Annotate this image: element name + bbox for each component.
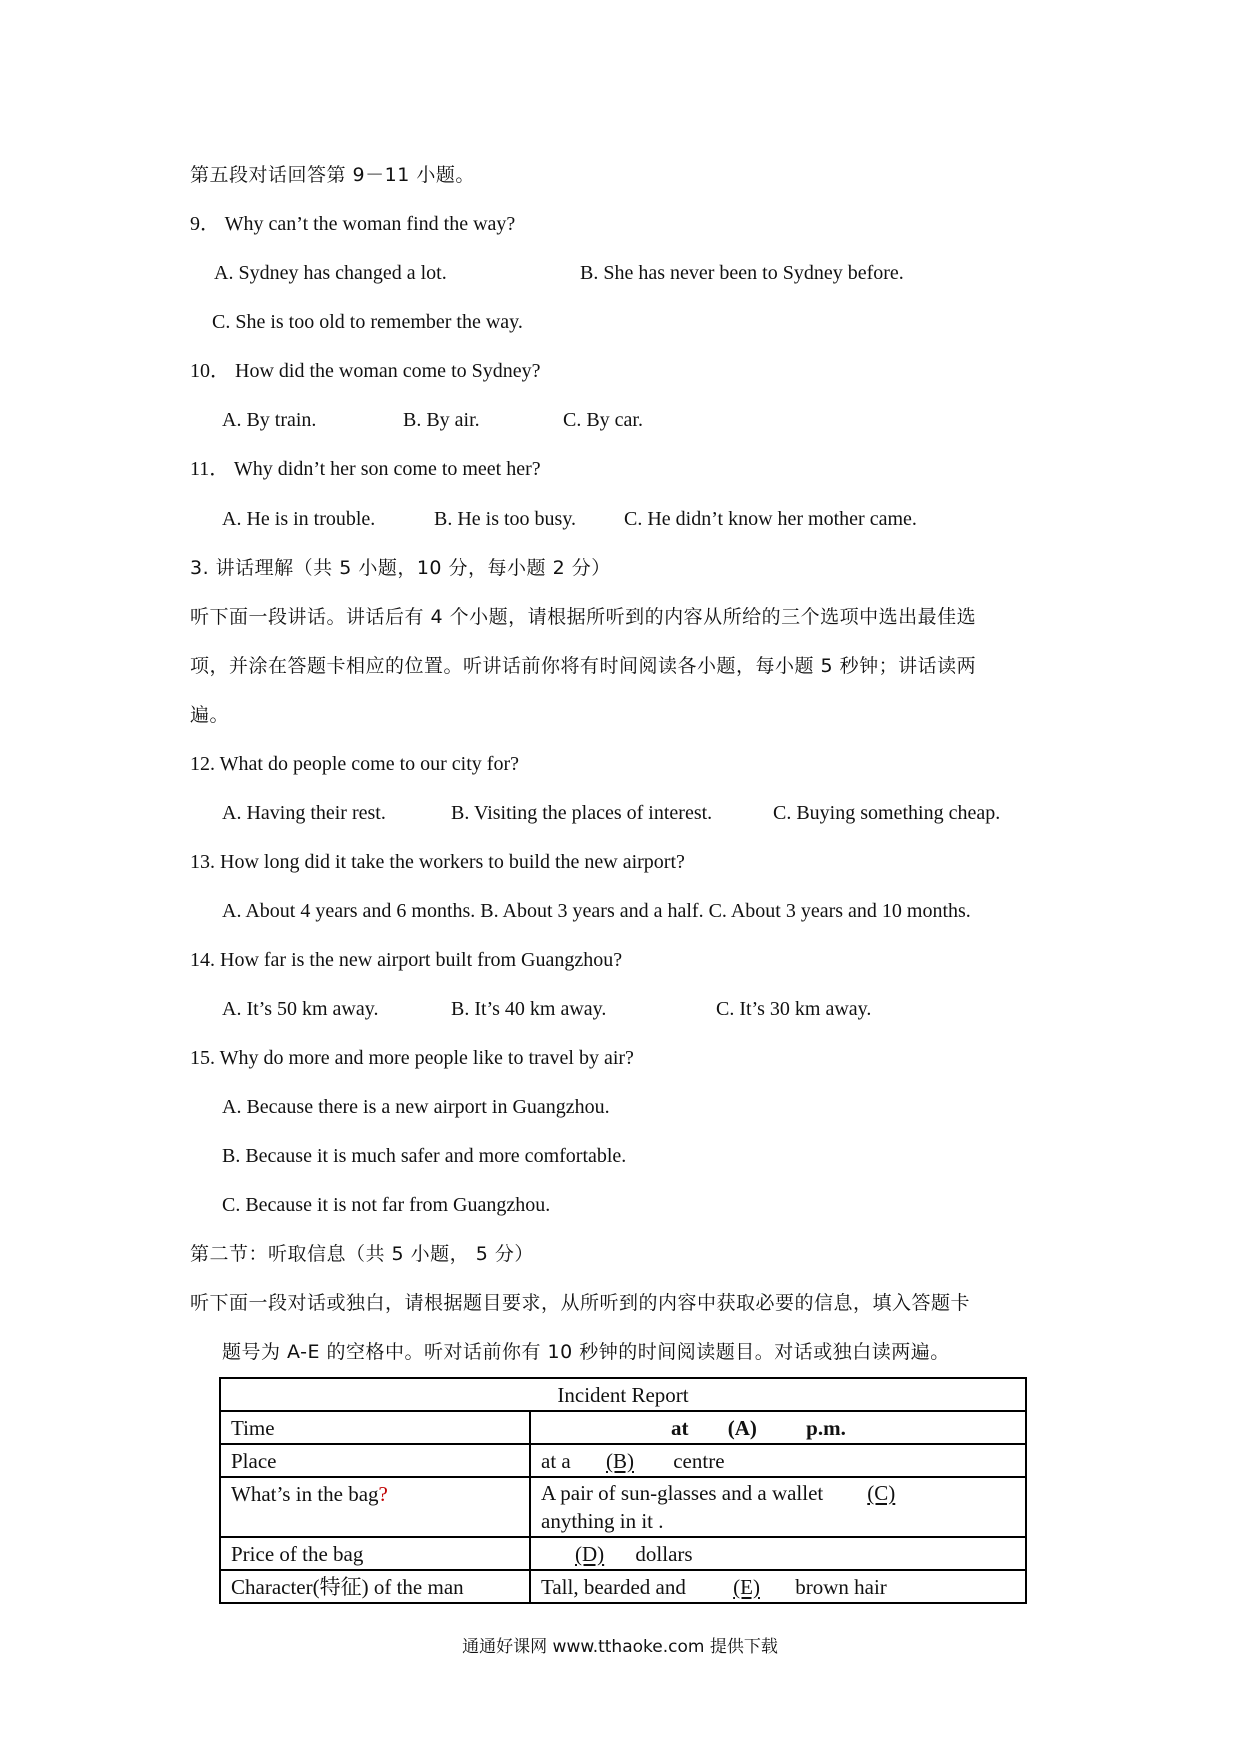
q10-option-b: B. By air. <box>403 409 480 431</box>
blank-d: (D) <box>575 1541 605 1566</box>
row-value: A pair of sun-glasses and a wallet (C) anything in it . <box>530 1477 1026 1537</box>
q11-option-b: B. He is too busy. <box>434 508 577 530</box>
q10-option-a: A. By train. <box>222 409 317 431</box>
q14-option-b: B. It’s 40 km away. <box>451 998 607 1020</box>
incident-report-table <box>219 1377 1027 1604</box>
question-13: 13. How long did it take the workers to build the new airport? <box>190 851 685 873</box>
table-row <box>220 1537 1026 1570</box>
row-label: Place <box>220 1444 530 1477</box>
question-11: 11． Why didn’t her son come to meet her? <box>190 458 541 480</box>
q13-options: A. About 4 years and 6 months. B. About 3 years and a half. C. About 3 years and 10 months. <box>222 900 971 922</box>
question-9: 9． Why can’t the woman find the way? <box>190 213 516 235</box>
question-15: 15. Why do more and more people like to travel by air? <box>190 1047 634 1069</box>
q12-option-b: B. Visiting the places of interest. <box>451 802 713 824</box>
row-label: Price of the bag <box>220 1537 530 1570</box>
question-14: 14. How far is the new airport built from Guangzhou? <box>190 949 623 971</box>
q9-option-a: A. Sydney has changed a lot. <box>214 262 447 284</box>
blank-a: (A) <box>727 1415 757 1440</box>
q14-option-a: A. It’s 50 km away. <box>222 998 379 1020</box>
table-title: Incident Report <box>220 1378 1026 1411</box>
table-row <box>220 1411 1026 1444</box>
question-12: 12. What do people come to our city for? <box>190 753 519 775</box>
q14-option-c: C. It’s 30 km away. <box>716 998 872 1020</box>
q10-option-c: C. By car. <box>563 409 643 431</box>
section-3-instruction-line2: 项，并涂在答题卡相应的位置。听讲话前你将有时间阅读各小题，每小题 5 秒钟；讲话读两 <box>190 655 977 677</box>
row-value: (D) dollars <box>530 1537 1026 1570</box>
table-row <box>220 1444 1026 1477</box>
row-label: What’s in the bag? <box>220 1477 530 1537</box>
part-2-instruction-line1: 听下面一段对话或独白，请根据题目要求，从所听到的内容中获取必要的信息，填入答题卡 <box>190 1292 971 1314</box>
row-value: at a (B) centre <box>530 1444 1026 1477</box>
section-3-instruction-line3: 遍。 <box>190 704 230 726</box>
table-row <box>220 1477 1026 1537</box>
q9-option-c: C. She is too old to remember the way. <box>212 311 523 333</box>
q12-option-a: A. Having their rest. <box>222 802 386 824</box>
question-10: 10． How did the woman come to Sydney? <box>190 360 541 382</box>
section-3-heading: 3. 讲话理解（共 5 小题，10 分，每小题 2 分） <box>190 557 611 579</box>
section-5-instruction: 第五段对话回答第 9－11 小题。 <box>190 164 475 186</box>
q15-option-c: C. Because it is not far from Guangzhou. <box>222 1194 551 1216</box>
blank-c: (C) <box>867 1481 896 1505</box>
blank-e: (E) <box>733 1574 760 1599</box>
row-label: Time <box>220 1411 530 1444</box>
q11-option-a: A. He is in trouble. <box>222 508 376 530</box>
section-3-instruction-line1: 听下面一段讲话。讲话后有 4 个小题，请根据所听到的内容从所给的三个选项中选出最佳选 <box>190 606 977 628</box>
part-2-heading: 第二节：听取信息（共 5 小题， 5 分） <box>190 1243 534 1265</box>
q12-option-c: C. Buying something cheap. <box>773 802 1001 824</box>
q15-option-a: A. Because there is a new airport in Guangzhou. <box>222 1096 610 1118</box>
q15-option-b: B. Because it is much safer and more comfortable. <box>222 1145 627 1167</box>
q9-option-b: B. She has never been to Sydney before. <box>580 262 904 284</box>
table-row <box>220 1570 1026 1603</box>
q11-option-c: C. He didn’t know her mother came. <box>624 508 917 530</box>
row-value: Tall, bearded and (E) brown hair <box>530 1570 1026 1603</box>
row-value: at (A) p.m. <box>530 1411 1026 1444</box>
page-footer: 通通好课网 www.tthaoke.com 提供下载 <box>462 1637 778 1657</box>
row-label: Character(特征) of the man <box>220 1570 530 1603</box>
part-2-instruction-line2: 题号为 A-E 的空格中。听对话前你有 10 秒钟的时间阅读题目。对话或独白读两遍。 <box>222 1341 950 1363</box>
blank-b: (B) <box>605 1448 634 1473</box>
